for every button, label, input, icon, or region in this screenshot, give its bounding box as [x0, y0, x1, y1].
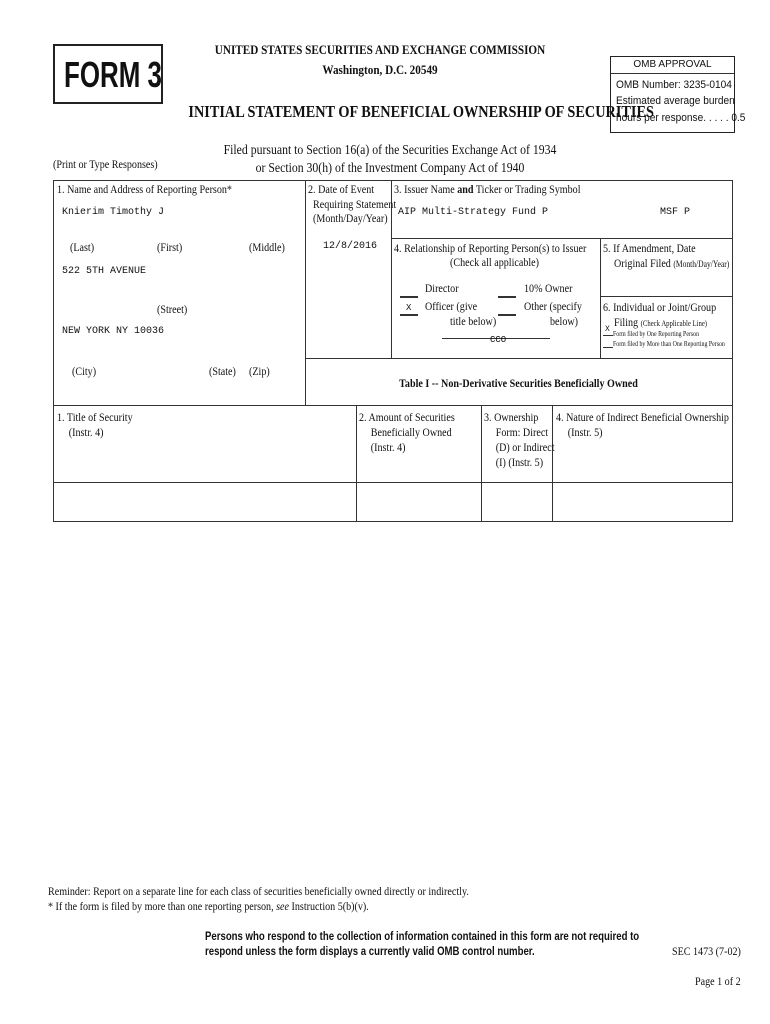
- other-label-line2: below): [550, 314, 578, 328]
- omb-approval-box: [610, 56, 746, 133]
- other-label-line1[interactable]: Other (specify: [524, 299, 582, 313]
- label-city: (City): [72, 364, 97, 378]
- note-suffix: Instruction 5(b)(v).: [289, 899, 369, 913]
- group-filing-option[interactable]: Form filed by More than One Reporting Person: [613, 340, 725, 348]
- box5-label-line1: 5. If Amendment, Date: [603, 241, 696, 255]
- label-middle: (Middle): [249, 240, 285, 254]
- issuer-name: AIP Multi-Strategy Fund P: [398, 207, 549, 218]
- box6-label-line2: [614, 315, 707, 330]
- box5-label-line2: [614, 256, 729, 271]
- multiple-persons-note: [48, 899, 369, 914]
- box3-label-suffix: Ticker or Trading Symbol: [473, 182, 581, 196]
- print-note: (Print or Type Responses): [53, 157, 158, 171]
- box3-label-prefix: 3. Issuer Name: [394, 182, 458, 196]
- label-last: (Last): [70, 240, 95, 254]
- table1-col1-header: [57, 410, 133, 440]
- col3-line4: (I) (Instr. 5): [495, 455, 544, 469]
- ticker-symbol: MSF P: [660, 207, 691, 218]
- note-prefix: * If the form is filed by more than one reporting person,: [48, 899, 277, 913]
- page-number: Page 1 of 2: [695, 974, 741, 988]
- omb-burden-line1: Estimated average burden: [616, 95, 735, 107]
- form-title: INITIAL STATEMENT OF BENEFICIAL OWNERSHIP OF SECURITIES: [188, 102, 654, 121]
- officer-label-line2: title below): [450, 314, 497, 328]
- label-state: (State): [209, 364, 236, 378]
- col2-line2: Beneficially Owned: [370, 425, 452, 439]
- box5-original-filed: Original Filed: [614, 256, 674, 270]
- director-checkbox-label[interactable]: Director: [425, 281, 459, 295]
- box3-label-and: and: [457, 182, 474, 196]
- table1-col3-header: [484, 410, 555, 470]
- col1-line1: 1. Title of Security: [57, 410, 133, 424]
- box5-date-format: (Month/Day/Year): [673, 259, 730, 269]
- table1-col2-header: [359, 410, 455, 455]
- individual-filing-option[interactable]: Form filed by One Reporting Person: [613, 330, 700, 338]
- col3-line2: Form: Direct: [495, 425, 549, 439]
- table1-col4-header: [556, 410, 729, 440]
- event-date: 12/8/2016: [323, 241, 378, 252]
- col3-line3: (D) or Indirect: [495, 440, 555, 454]
- agency-name: UNITED STATES SECURITIES AND EXCHANGE COMMISSION: [214, 42, 546, 57]
- box3-label: [394, 182, 581, 197]
- officer-label-line1[interactable]: Officer (give: [425, 299, 478, 313]
- form-number-title: FORM 3: [64, 54, 162, 95]
- sec-form-code: SEC 1473 (7-02): [672, 944, 741, 958]
- individual-filing-mark[interactable]: X: [605, 325, 610, 334]
- city-state-zip: NEW YORK NY 10036: [62, 326, 165, 337]
- officer-check-mark[interactable]: X: [406, 303, 412, 313]
- officer-title-value: CCO: [490, 335, 507, 345]
- table1-title: Table I -- Non-Derivative Securities Beneficially Owned: [399, 376, 638, 390]
- col1-line2: (Instr. 4): [68, 425, 104, 439]
- filed-pursuant-line2: or Section 30(h) of the Investment Company Act of 1940: [255, 161, 525, 176]
- box4-label-line2: (Check all applicable): [450, 255, 540, 269]
- reporting-person-name: Knierim Timothy J: [62, 207, 165, 218]
- col4-line2: (Instr. 5): [567, 425, 603, 439]
- omb-disclaimer-line1: Persons who respond to the collection of information contained in this form are not required to: [205, 929, 640, 943]
- omb-number: OMB Number: 3235-0104: [616, 79, 732, 91]
- street-address: 522 5TH AVENUE: [62, 266, 147, 277]
- agency-location: Washington, D.C. 20549: [322, 62, 438, 77]
- box4-label-line1: 4. Relationship of Reporting Person(s) to Issuer: [394, 241, 587, 255]
- box6-label-line1: 6. Individual or Joint/Group: [603, 300, 717, 314]
- box2-label-line3: (Month/Day/Year): [313, 211, 388, 225]
- form-number-box: [53, 44, 163, 104]
- box6-check-note: (Check Applicable Line): [640, 319, 708, 328]
- box1-label: 1. Name and Address of Reporting Person*: [57, 182, 232, 196]
- label-zip: (Zip): [249, 364, 270, 378]
- omb-disclaimer-line2: respond unless the form displays a currently valid OMB control number.: [205, 944, 535, 958]
- box2-label-line2: Requiring Statement: [313, 197, 397, 211]
- col2-line1: 2. Amount of Securities: [359, 410, 455, 424]
- col4-line1: 4. Nature of Indirect Beneficial Ownership: [556, 410, 729, 424]
- note-see: see: [276, 899, 290, 913]
- label-first: (First): [157, 240, 183, 254]
- col3-line1: 3. Ownership: [484, 410, 539, 424]
- omb-heading: OMB APPROVAL: [611, 57, 734, 74]
- col2-line3: (Instr. 4): [370, 440, 406, 454]
- filed-pursuant-line1: Filed pursuant to Section 16(a) of the Securities Exchange Act of 1934: [223, 143, 557, 158]
- reminder-note: Reminder: Report on a separate line for each class of securities beneficially owned directly or indirectly.: [48, 884, 469, 898]
- box6-filing: Filing: [614, 315, 641, 329]
- ten-percent-owner-label[interactable]: 10% Owner: [524, 281, 573, 295]
- omb-burden-line2: hours per response. . . . . 0.5: [616, 112, 746, 124]
- label-street: (Street): [157, 302, 188, 316]
- box2-label-line1: 2. Date of Event: [308, 182, 375, 196]
